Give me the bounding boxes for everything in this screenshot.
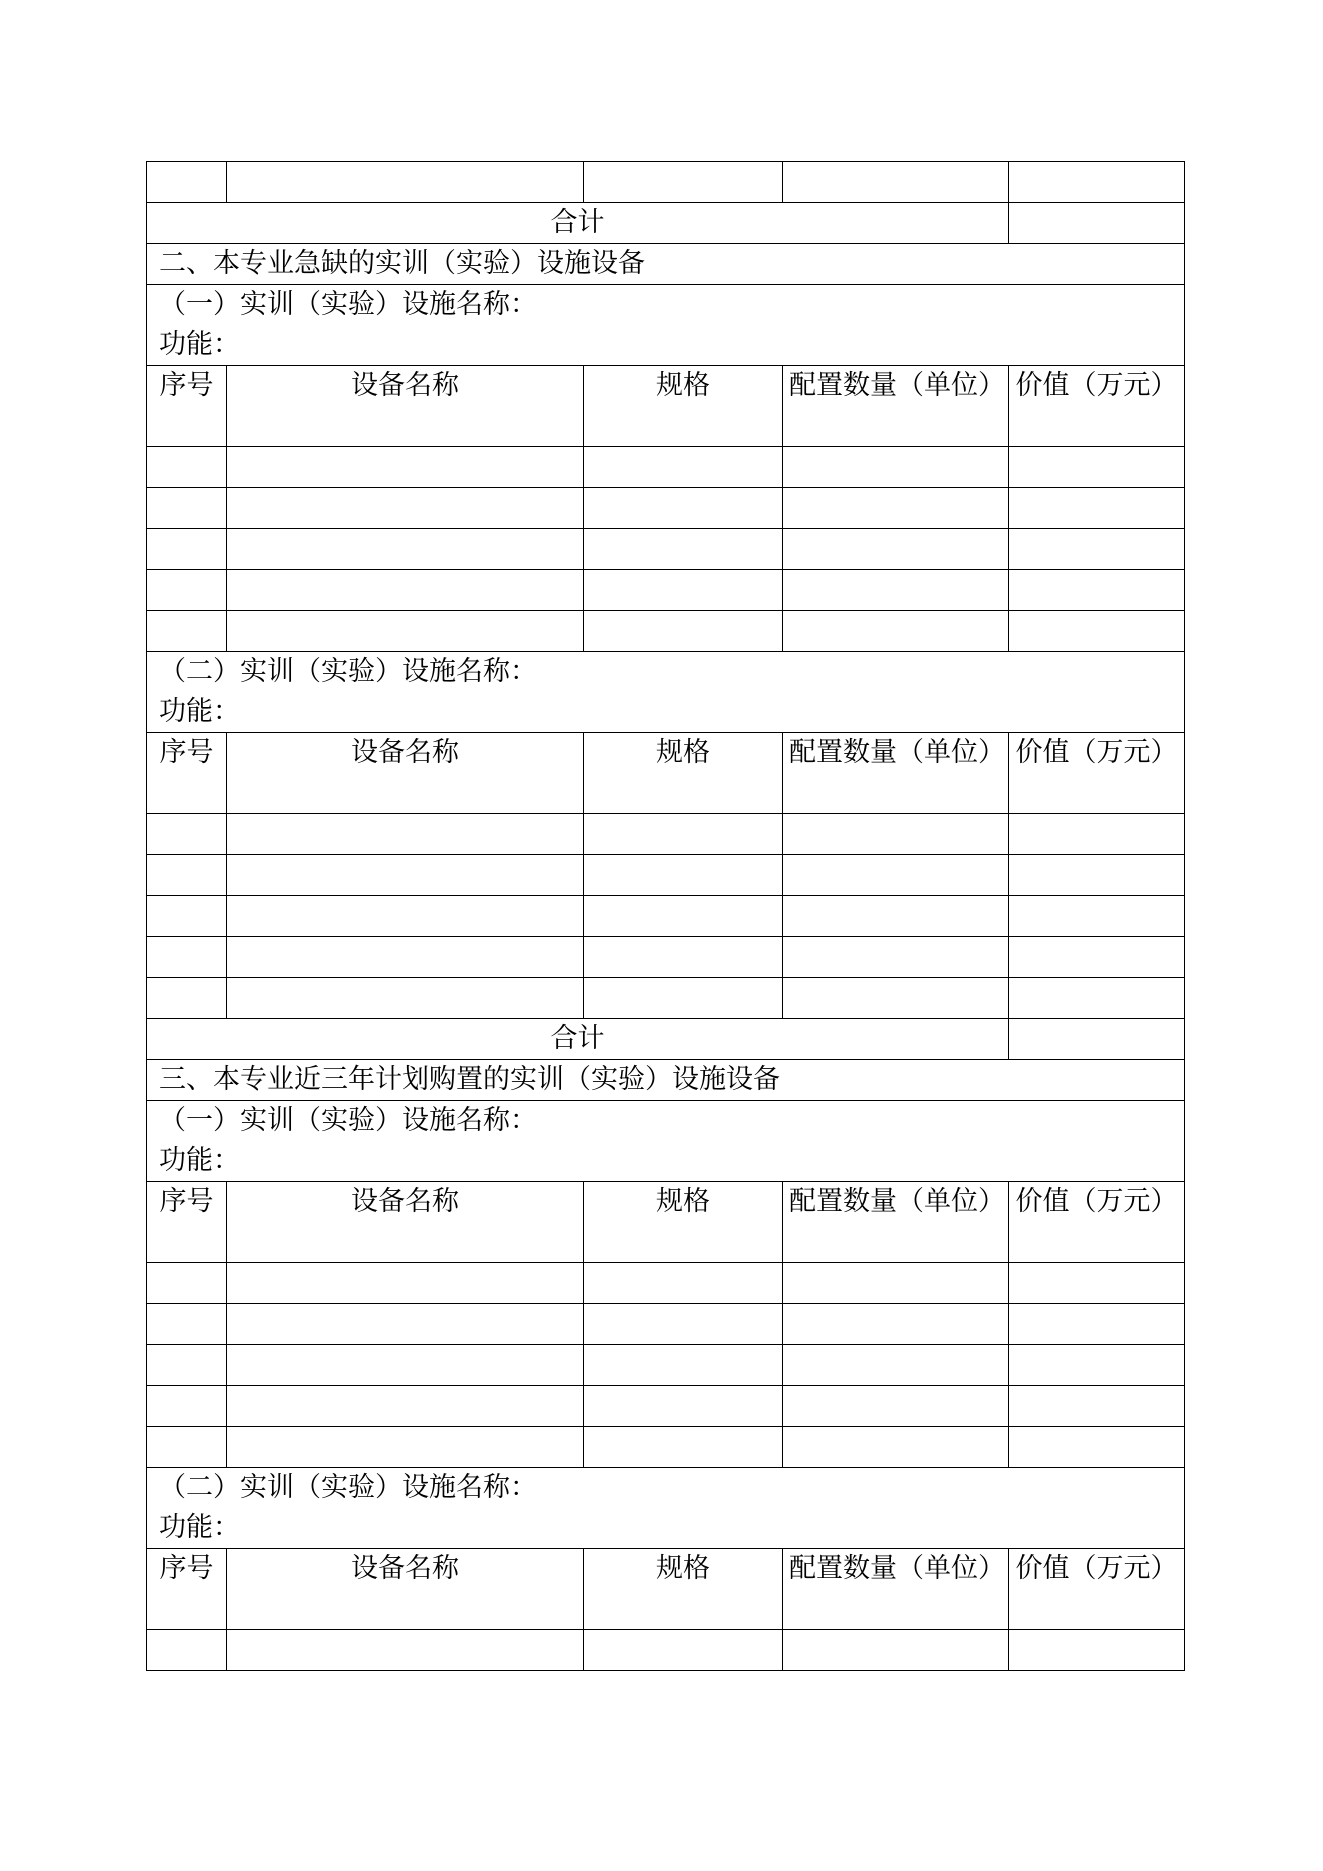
facility-cell[interactable] [147,652,1185,733]
seq-cell[interactable] [147,529,227,570]
table-row [147,1427,1185,1468]
header-value: 价值（万元） [1009,366,1185,447]
table-row [147,529,1185,570]
header-value: 价值（万元） [1009,1182,1185,1263]
value-cell[interactable] [1009,611,1185,652]
function-label: 功能： [159,1145,240,1176]
spec-cell[interactable] [584,1345,783,1386]
facility-name-label: （二）实训（实验）设施名称： [159,1472,537,1503]
qty-cell[interactable] [783,1427,1009,1468]
qty-cell[interactable] [783,978,1009,1019]
seq-cell[interactable] [147,937,227,978]
spec-cell[interactable] [584,570,783,611]
seq-cell[interactable] [147,1386,227,1427]
seq-cell[interactable] [147,1345,227,1386]
facility-row [147,652,1185,733]
table-row [147,570,1185,611]
total-value-cell[interactable] [1009,1019,1185,1060]
spec-cell[interactable] [584,1630,783,1671]
value-cell[interactable] [1009,1263,1185,1304]
qty-cell[interactable] [783,937,1009,978]
equipment-form [146,161,1184,1671]
seq-cell[interactable] [147,570,227,611]
name-cell[interactable] [227,529,584,570]
spec-cell[interactable] [584,162,783,203]
qty-cell[interactable] [783,1630,1009,1671]
header-seq: 序号 [147,1182,227,1263]
name-cell[interactable] [227,1630,584,1671]
header-name: 设备名称 [227,1549,584,1630]
table-row [147,1304,1185,1345]
qty-cell[interactable] [783,814,1009,855]
total-row [147,1019,1185,1060]
facility-name-label: （一）实训（实验）设施名称： [159,289,537,320]
total-label: 合计 [147,1019,1009,1060]
table-row [147,162,1185,203]
table-row [147,978,1185,1019]
header-seq: 序号 [147,1549,227,1630]
name-cell[interactable] [227,1345,584,1386]
value-cell[interactable] [1009,570,1185,611]
section-2-row [147,244,1185,285]
seq-cell[interactable] [147,855,227,896]
spec-cell[interactable] [584,1427,783,1468]
value-cell[interactable] [1009,896,1185,937]
value-cell[interactable] [1009,937,1185,978]
name-cell[interactable] [227,162,584,203]
value-cell[interactable] [1009,814,1185,855]
qty-cell[interactable] [783,1304,1009,1345]
facility-cell[interactable] [147,285,1185,366]
total-row [147,203,1185,244]
spec-cell[interactable] [584,611,783,652]
table-row [147,1345,1185,1386]
header-qty: 配置数量（单位） [783,1182,1009,1263]
spec-cell[interactable] [584,937,783,978]
name-cell[interactable] [227,978,584,1019]
header-row [147,366,1185,447]
seq-cell[interactable] [147,1630,227,1671]
qty-cell[interactable] [783,447,1009,488]
header-spec: 规格 [584,1182,783,1263]
table-row [147,1630,1185,1671]
facility-row [147,285,1185,366]
qty-cell[interactable] [783,570,1009,611]
header-value: 价值（万元） [1009,1549,1185,1630]
qty-cell[interactable] [783,488,1009,529]
value-cell[interactable] [1009,1345,1185,1386]
header-qty: 配置数量（单位） [783,366,1009,447]
section-2-title: 二、本专业急缺的实训（实验）设施设备 [147,244,1185,285]
name-cell[interactable] [227,447,584,488]
name-cell[interactable] [227,1263,584,1304]
value-cell[interactable] [1009,1630,1185,1671]
spec-cell[interactable] [584,1263,783,1304]
value-cell[interactable] [1009,162,1185,203]
spec-cell[interactable] [584,978,783,1019]
value-cell[interactable] [1009,855,1185,896]
facility-cell[interactable] [147,1468,1185,1549]
name-cell[interactable] [227,488,584,529]
name-cell[interactable] [227,1427,584,1468]
facility-cell[interactable] [147,1101,1185,1182]
header-spec: 规格 [584,1549,783,1630]
table-row [147,896,1185,937]
table-row [147,447,1185,488]
header-seq: 序号 [147,366,227,447]
qty-cell[interactable] [783,855,1009,896]
spec-cell[interactable] [584,855,783,896]
header-row [147,733,1185,814]
value-cell[interactable] [1009,1427,1185,1468]
value-cell[interactable] [1009,1386,1185,1427]
name-cell[interactable] [227,814,584,855]
seq-cell[interactable] [147,896,227,937]
value-cell[interactable] [1009,1304,1185,1345]
header-row [147,1549,1185,1630]
spec-cell[interactable] [584,529,783,570]
seq-cell[interactable] [147,488,227,529]
spec-cell[interactable] [584,1386,783,1427]
name-cell[interactable] [227,1304,584,1345]
name-cell[interactable] [227,570,584,611]
table-row [147,488,1185,529]
qty-cell[interactable] [783,611,1009,652]
header-spec: 规格 [584,733,783,814]
header-qty: 配置数量（单位） [783,1549,1009,1630]
equipment-table [146,161,1185,1671]
qty-cell[interactable] [783,162,1009,203]
header-name: 设备名称 [227,366,584,447]
header-seq: 序号 [147,733,227,814]
table-row [147,814,1185,855]
table-row [147,937,1185,978]
header-name: 设备名称 [227,733,584,814]
table-row [147,1386,1185,1427]
qty-cell[interactable] [783,529,1009,570]
section-3-title: 三、本专业近三年计划购置的实训（实验）设施设备 [147,1060,1185,1101]
spec-cell[interactable] [584,447,783,488]
header-value: 价值（万元） [1009,733,1185,814]
function-label: 功能： [159,329,240,360]
table-row [147,1263,1185,1304]
seq-cell[interactable] [147,447,227,488]
function-label: 功能： [159,696,240,727]
facility-row [147,1468,1185,1549]
header-qty: 配置数量（单位） [783,733,1009,814]
name-cell[interactable] [227,896,584,937]
seq-cell[interactable] [147,611,227,652]
total-value-cell[interactable] [1009,203,1185,244]
facility-row [147,1101,1185,1182]
header-name: 设备名称 [227,1182,584,1263]
qty-cell[interactable] [783,896,1009,937]
header-row [147,1182,1185,1263]
spec-cell[interactable] [584,814,783,855]
value-cell[interactable] [1009,488,1185,529]
spec-cell[interactable] [584,488,783,529]
facility-name-label: （一）实训（实验）设施名称： [159,1105,537,1136]
spec-cell[interactable] [584,896,783,937]
function-label: 功能： [159,1512,240,1543]
qty-cell[interactable] [783,1263,1009,1304]
seq-cell[interactable] [147,1263,227,1304]
value-cell[interactable] [1009,447,1185,488]
value-cell[interactable] [1009,978,1185,1019]
seq-cell[interactable] [147,1427,227,1468]
name-cell[interactable] [227,937,584,978]
spec-cell[interactable] [584,1304,783,1345]
total-label: 合计 [147,203,1009,244]
name-cell[interactable] [227,855,584,896]
seq-cell[interactable] [147,978,227,1019]
seq-cell[interactable] [147,162,227,203]
section-3-row [147,1060,1185,1101]
name-cell[interactable] [227,611,584,652]
name-cell[interactable] [227,1386,584,1427]
seq-cell[interactable] [147,1304,227,1345]
facility-name-label: （二）实训（实验）设施名称： [159,656,537,687]
value-cell[interactable] [1009,529,1185,570]
header-spec: 规格 [584,366,783,447]
seq-cell[interactable] [147,814,227,855]
qty-cell[interactable] [783,1386,1009,1427]
table-row [147,855,1185,896]
qty-cell[interactable] [783,1345,1009,1386]
table-row [147,611,1185,652]
